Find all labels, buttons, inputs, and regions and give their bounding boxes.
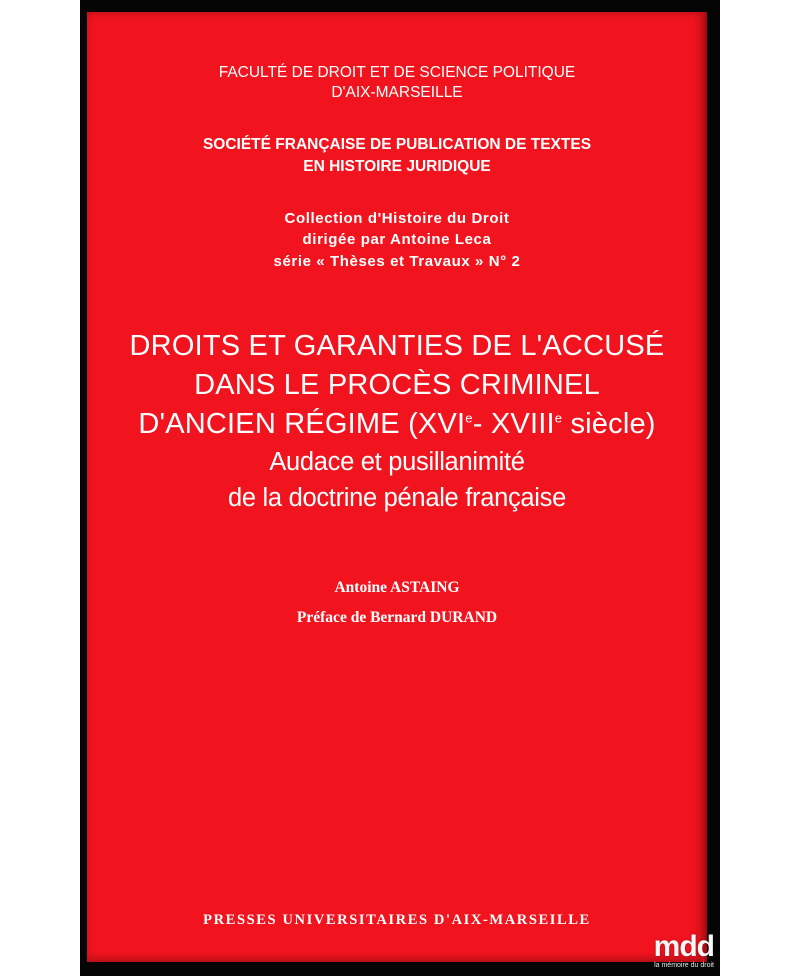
subtitle-line-1: Audace et pusillanimité: [269, 448, 525, 476]
book-cover: [87, 12, 707, 962]
title-line-3-part-c: siècle): [562, 408, 656, 440]
publisher-name: PRESSES UNIVERSITAIRES D'AIX-MARSEILLE: [203, 912, 591, 928]
title-line-3-part-b: - XVIII: [472, 408, 555, 440]
institution-line-2: D'AIX-MARSEILLE: [331, 84, 463, 101]
author-name: Antoine ASTAING: [334, 579, 460, 596]
mdd-watermark-logo: [634, 930, 714, 970]
watermark-logo-text: mdd: [653, 930, 714, 963]
watermark-tagline: la mémoire du droit: [654, 962, 714, 969]
preface-credit: Préface de Bernard DURAND: [296, 609, 498, 626]
subtitle-line-2: de la doctrine pénale française: [227, 484, 566, 512]
society-line-1: SOCIÉTÉ FRANÇAISE DE PUBLICATION DE TEXTES: [202, 136, 592, 153]
society-line-2: EN HISTOIRE JURIDIQUE: [303, 158, 491, 175]
collection-line-2: dirigée par Antoine Leca: [302, 231, 492, 248]
title-line-3: [87, 408, 707, 441]
title-superscript-1: e: [465, 410, 473, 426]
title-superscript-2: e: [554, 410, 563, 426]
title-line-1: DROITS ET GARANTIES DE L'ACCUSÉ: [129, 330, 665, 362]
institution-line-1: FACULTÉ DE DROIT ET DE SCIENCE POLITIQUE: [218, 64, 576, 81]
title-line-2: DANS LE PROCÈS CRIMINEL: [194, 369, 600, 401]
title-line-3-part-a: D'ANCIEN RÉGIME (XVI: [138, 408, 466, 440]
collection-line-3: série « Thèses et Travaux » N° 2: [273, 253, 521, 270]
collection-line-1: Collection d'Histoire du Droit: [284, 210, 510, 227]
